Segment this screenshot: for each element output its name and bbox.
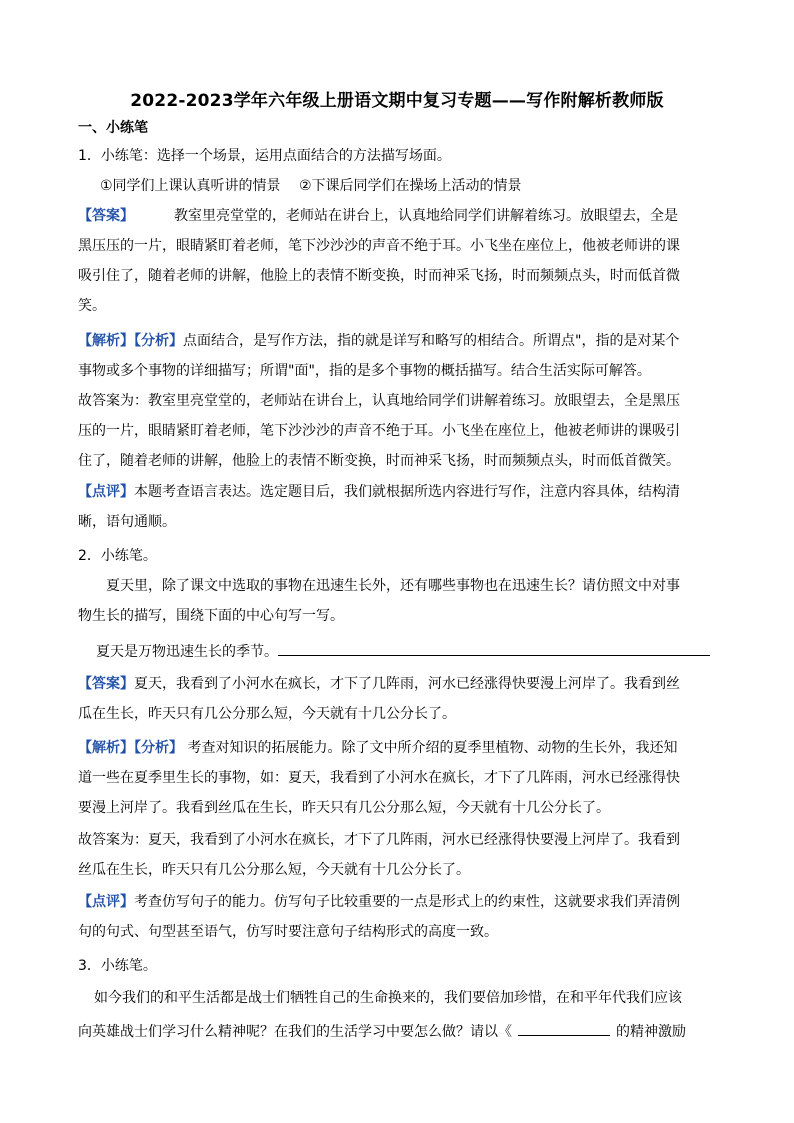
document-title: 2022-2023学年六年级上册语文期中复习专题——写作附解析教师版 xyxy=(130,91,664,111)
question-1-analysis-line-1: 【解析】【分析】点面结合，是写作方法，指的就是详写和略写的相结合。所谓点"，指的是对某个 xyxy=(78,333,680,349)
question-1-analysis-line-4: 压的一片，眼睛紧盯着老师，笔下沙沙沙的声音不绝于耳。小飞坐在座位上，他被老师讲的课吸引 xyxy=(78,423,680,439)
question-2-answer-line-2: 瓜在生长，昨天只有几公分那么短，今天就有十几公分长了。 xyxy=(78,706,456,722)
question-1-answer-line-3: 吸引住了，随着老师的讲解，他脸上的表情不断变换，时而神采飞扬，时而频频点头，时而低首微 xyxy=(78,268,680,284)
answer-tag: 【答案】 xyxy=(78,208,134,224)
question-1-comment-line-1: 【点评】本题考查语言表达。选定题目后，我们就根据所选内容进行写作，注意内容具体，结构清 xyxy=(78,484,680,500)
question-1-prompt: 1．小练笔：选择一个场景，运用点面结合的方法描写场面。 xyxy=(78,148,451,164)
question-2-comment-line-1: 【点评】考查仿写句子的能力。仿写句子比较重要的一点是形式上的约束性，这就要求我们弄清例 xyxy=(78,894,680,910)
answer-blank xyxy=(278,640,710,656)
question-1-analysis-line-2: 事物或多个事物的详细描写；所谓"面"，指的是多个事物的概括描写。结合生活实际可解答。 xyxy=(78,363,651,379)
question-2-analysis-line-4: 故答案为：夏天，我看到了小河水在疯长，才下了几阵雨，河水已经涨得快要漫上河岸了。我看到 xyxy=(78,832,680,848)
question-1-answer-line-4: 笑。 xyxy=(78,298,106,314)
question-2-text-line-1: 夏天里，除了课文中选取的事物在迅速生长外，还有哪些事物也在迅速生长？请仿照文中对事 xyxy=(106,578,680,594)
question-1-analysis-line-5: 住了，随着老师的讲解，他脸上的表情不断变换，时而神采飞扬，时而频频点头，时而低首微笑。 xyxy=(78,453,680,469)
question-2-analysis-line-2: 道一些在夏季里生长的事物，如：夏天，我看到了小河水在疯长，才下了几阵雨，河水已经涨得快 xyxy=(78,770,680,786)
center-sentence: 夏天是万物迅速生长的季节。 xyxy=(96,644,278,660)
section-heading: 一、小练笔 xyxy=(78,120,148,136)
question-1-answer-line-2: 黑压压的一片，眼睛紧盯着老师，笔下沙沙沙的声音不绝于耳。小飞坐在座位上，他被老师讲的课 xyxy=(78,238,680,254)
question-2-center-sentence-line xyxy=(96,640,718,662)
question-2-text-line-2: 物生长的描写，围绕下面的中心句写一写。 xyxy=(78,608,344,624)
question-1-comment-line-2: 晰，语句通顺。 xyxy=(78,514,176,530)
comment-tag: 【点评】 xyxy=(78,484,134,500)
question-2-prompt: 2．小练笔。 xyxy=(78,548,157,564)
question-2-analysis-line-3: 要漫上河岸了。我看到丝瓜在生长，昨天只有几公分那么短，今天就有十几公分长了。 xyxy=(78,800,610,816)
analysis-tag: 【解析】【分析】 xyxy=(78,740,183,756)
question-1-options: ①同学们上课认真听讲的情景 ②下课后同学们在操场上活动的情景 xyxy=(100,178,522,194)
question-2-comment-line-2: 句的句式、句型甚至语气，仿写时要注意句子结构形式的高度一致。 xyxy=(78,924,498,940)
question-3-text-line-2: 向英雄战士们学习什么精神呢？在我们的生活学习中要怎么做？请以《 的精神激励 xyxy=(78,1020,718,1042)
comment-tag: 【点评】 xyxy=(78,894,134,910)
question-2-analysis-line-5: 丝瓜在生长，昨天只有几公分那么短，今天就有十几公分长了。 xyxy=(78,862,470,878)
question-3-text-line-1: 如今我们的和平生活都是战士们牺牲自己的生命换来的，我们要倍加珍惜，在和平年代我们应该 xyxy=(94,990,682,1006)
question-1-analysis-line-3: 故答案为：教室里亮堂堂的，老师站在讲台上，认真地给同学们讲解着练习。放眼望去，全是黑压 xyxy=(78,393,680,409)
analysis-tag: 【解析】【分析】 xyxy=(78,333,183,349)
question-3-prompt: 3．小练笔。 xyxy=(78,958,157,974)
title-blank xyxy=(518,1020,610,1036)
question-1-answer-line-1: 【答案】 教室里亮堂堂的，老师站在讲台上，认真地给同学们讲解着练习。放眼望去，全是 xyxy=(78,208,678,224)
answer-tag: 【答案】 xyxy=(78,676,134,692)
question-2-answer-line-1: 【答案】夏天，我看到了小河水在疯长，才下了几阵雨，河水已经涨得快要漫上河岸了。我看到丝 xyxy=(78,676,680,692)
question-2-analysis-line-1: 【解析】【分析】 考查对知识的拓展能力。除了文中所介绍的夏季里植物、动物的生长外，我还知 xyxy=(78,740,678,756)
